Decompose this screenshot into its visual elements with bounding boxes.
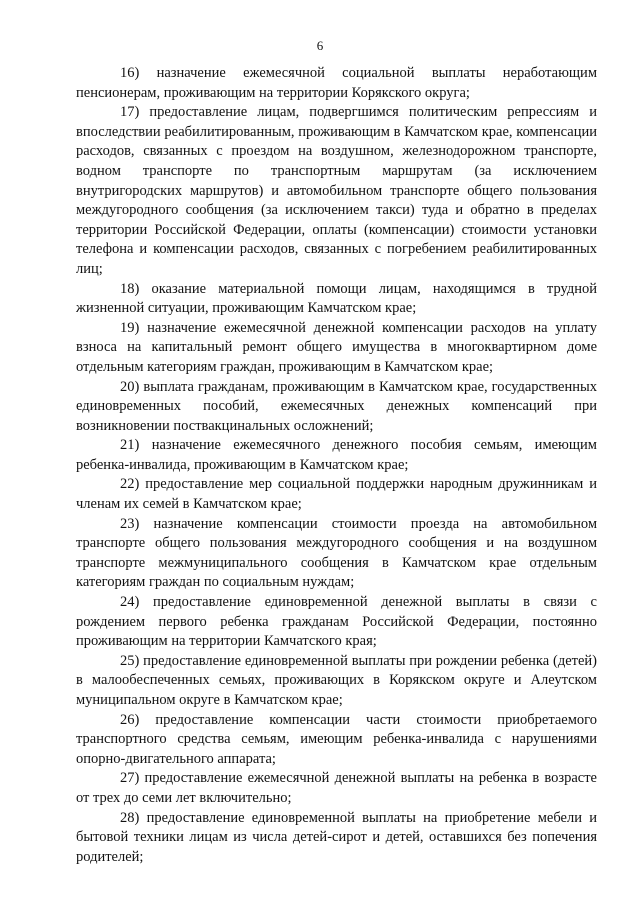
list-item-17: 17) предоставление лицам, подвергшимся политическим репрессиям и впоследствии реабилитированным, проживающим в Камчатском крае, компенсации расходов, связанных с проездом на воздушном, железнодорожном транспорте, водном транспорте по транспортным маршрутам (за исключением внутригородских маршрутов) и автомобильном транспорте общего пользования междугородного сообщения (за исключением такси) туда и обратно в пределах территории Российской Федерации, оплаты (компенсации) стоимости установки телефона и компенсации расходов, связанных с погребением реабилитированных лиц; bbox=[76, 104, 597, 277]
list-item-22: 22) предоставление мер социальной поддержки народным дружинникам и членам их семей в Камчатском крае; bbox=[76, 476, 597, 513]
list-item-21: 21) назначение ежемесячного денежного пособия семьям, имеющим ребенка-инвалида, проживающим в Камчатском крае; bbox=[76, 437, 597, 473]
document-body bbox=[76, 64, 597, 867]
list-item-23: 23) назначение компенсации стоимости проезда на автомобильном транспорте общего пользования междугородного сообщения и на воздушном транспорте межмуниципального сообщения в Камчатском крае отдельным категориям граждан по социальным нуждам; bbox=[76, 515, 597, 591]
page-number: 6 bbox=[316, 38, 324, 53]
list-item-27: 27) предоставление ежемесячной денежной выплаты на ребенка в возрасте от трех до семи лет включительно; bbox=[76, 770, 597, 806]
list-item-28: 28) предоставление единовременной выплаты на приобретение мебели и бытовой техники лицам из числа детей-сирот и детей, оставшихся без попечения родителей; bbox=[76, 809, 597, 865]
list-item-16: 16) назначение ежемесячной социальной выплаты неработающим пенсионерам, проживающим на территории Корякского округа; bbox=[76, 65, 597, 101]
list-item-18: 18) оказание материальной помощи лицам, находящимся в трудной жизненной ситуации, проживающим Камчатском крае; bbox=[76, 280, 597, 317]
list-item-20: 20) выплата гражданам, проживающим в Камчатском крае, государственных единовременных пособий, ежемесячных денежных компенсаций при возникновении поствакцинальных осложнений; bbox=[76, 378, 597, 434]
list-item-26: 26) предоставление компенсации части стоимости приобретаемого транспортного средства семьям, имеющим ребенка-инвалида с нарушениями опорно-двигательного аппарата; bbox=[76, 711, 597, 767]
list-item-24: 24) предоставление единовременной денежной выплаты в связи с рождением первого ребенка гражданам Российской Федерации, постоянно проживающим на территории Камчатского края; bbox=[76, 594, 597, 650]
list-item-19: 19) назначение ежемесячной денежной компенсации расходов на уплату взноса на капитальный ремонт общего имущества в многоквартирном доме отдельным категориям граждан, проживающим в Камчатском крае; bbox=[76, 319, 597, 375]
list-item-25: 25) предоставление единовременной выплаты при рождении ребенка (детей) в малообеспеченных семьях, проживающих в Корякском округе и Алеутском муниципальном округе в Камчатском крае; bbox=[76, 652, 597, 708]
